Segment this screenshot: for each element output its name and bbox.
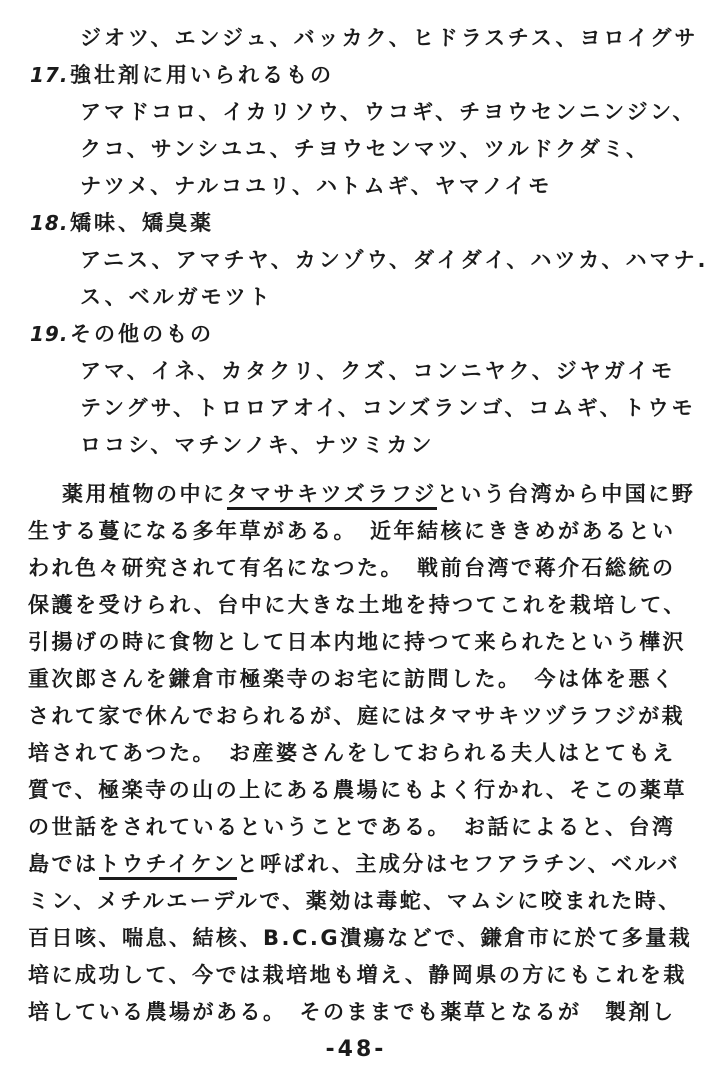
text-segment: の世話をされているということである。 お話によると、台湾 <box>28 815 676 839</box>
list-item-heading-17 <box>0 57 712 94</box>
paragraph-line <box>28 587 692 624</box>
text-segment: ミン、メチルエーデルで、薬効は毒蛇、マムシに咬まれた時、 <box>28 889 682 913</box>
list-item-line: アニス、アマチヤ、カンゾウ、ダイダイ、ハツカ、ハマナ. <box>80 248 709 272</box>
text-segment: 百日咳、喘息、結核、B.C.G潰瘍などで、鎌倉市に於て多量栽 <box>28 926 693 950</box>
paragraph-line <box>28 846 692 883</box>
list-item-line: ナツメ、ナルコユリ、ハトムギ、ヤマノイモ <box>80 174 553 198</box>
paragraph-line <box>28 476 696 513</box>
list-item-number: 19. <box>30 322 69 346</box>
text-segment: われ色々研究されて有名になつた。 戦前台湾で蒋介石総統の <box>28 556 676 580</box>
paragraph-line <box>28 772 692 809</box>
underlined-term: タマサキツズラフジ <box>227 482 437 510</box>
text-segment: 生する蔓になる多年草がある。 近年結核にききめがあるとい <box>28 519 676 543</box>
list-item-line: ロコシ、マチンノキ、ナツミカン <box>80 433 435 457</box>
paragraph-line <box>28 883 692 920</box>
paragraph-line <box>28 624 692 661</box>
paragraph-line <box>28 735 692 772</box>
list-item-line: クコ、サンシユユ、チヨウセンマツ、ツルドクダミ、 <box>80 137 651 161</box>
list-item-line: アマ、イネ、カタクリ、クズ、コンニヤク、ジヤガイモ <box>80 359 676 383</box>
list-item-title: 矯味、矯臭薬 <box>70 211 214 235</box>
body-paragraph <box>28 476 696 1031</box>
text-segment: 重次郎さんを鎌倉市極楽寺のお宅に訪問した。 今は体を悪く <box>28 667 676 691</box>
list-item-heading-18 <box>0 205 712 242</box>
list-item-title: 強壮剤に用いられるもの <box>70 63 334 87</box>
page-number: -48- <box>325 1037 387 1062</box>
paragraph-line <box>28 698 692 735</box>
text-segment: と呼ばれ、主成分はセフアラチン、ベルバ <box>236 852 681 876</box>
list-item-line: テングサ、トロロアオイ、コンズランゴ、コムギ、トウモ <box>80 396 696 420</box>
text-segment: 島では <box>28 852 99 876</box>
text-segment: という台湾から中国に野 <box>436 482 696 506</box>
text-segment: されて家で休んでおられるが、庭にはタマサキツヅラフジが栽 <box>28 704 686 728</box>
list-item-line: ス、ベルガモツト <box>80 285 273 309</box>
list-item-number: 18. <box>30 211 69 235</box>
text-segment: 培されてあつた。 お産婆さんをしておられる夫人はとてもえ <box>28 741 676 765</box>
text-segment: 引揚げの時に食物として日本内地に持つて来られたという樺沢 <box>28 630 686 654</box>
list-continuation-line: ジオツ、エンジュ、バッカク、ヒドラスチス、ヨロイグサ <box>80 26 699 50</box>
paragraph-line <box>28 513 692 550</box>
list-item-title: その他のもの <box>70 322 214 346</box>
paragraph-line <box>28 920 692 957</box>
paragraph-line <box>28 809 692 846</box>
paragraph-line <box>28 661 692 698</box>
text-segment: 培に成功して、今では栽培地も増え、静岡県の方にもこれを栽 <box>28 963 687 987</box>
text-segment: 保護を受けられ、台中に大きな土地を持つてこれを栽培して、 <box>28 593 687 617</box>
herb-list-section <box>0 20 712 464</box>
paragraph-line <box>28 550 692 587</box>
list-item-number: 17. <box>30 63 69 87</box>
list-item-line: アマドコロ、イカリソウ、ウコギ、チヨウセンニンジン、 <box>80 100 697 124</box>
text-segment: 質で、極楽寺の山の上にある農場にもよく行かれ、そこの薬草 <box>28 778 687 802</box>
list-item-heading-19 <box>0 316 712 353</box>
paragraph-line <box>28 957 692 994</box>
underlined-term: トウチイケン <box>99 852 237 880</box>
text-segment: 培している農場がある。 そのままでも薬草となるが 製剤し <box>28 1000 676 1024</box>
text-segment: 薬用植物の中に <box>62 482 227 506</box>
paragraph-line <box>28 994 692 1031</box>
